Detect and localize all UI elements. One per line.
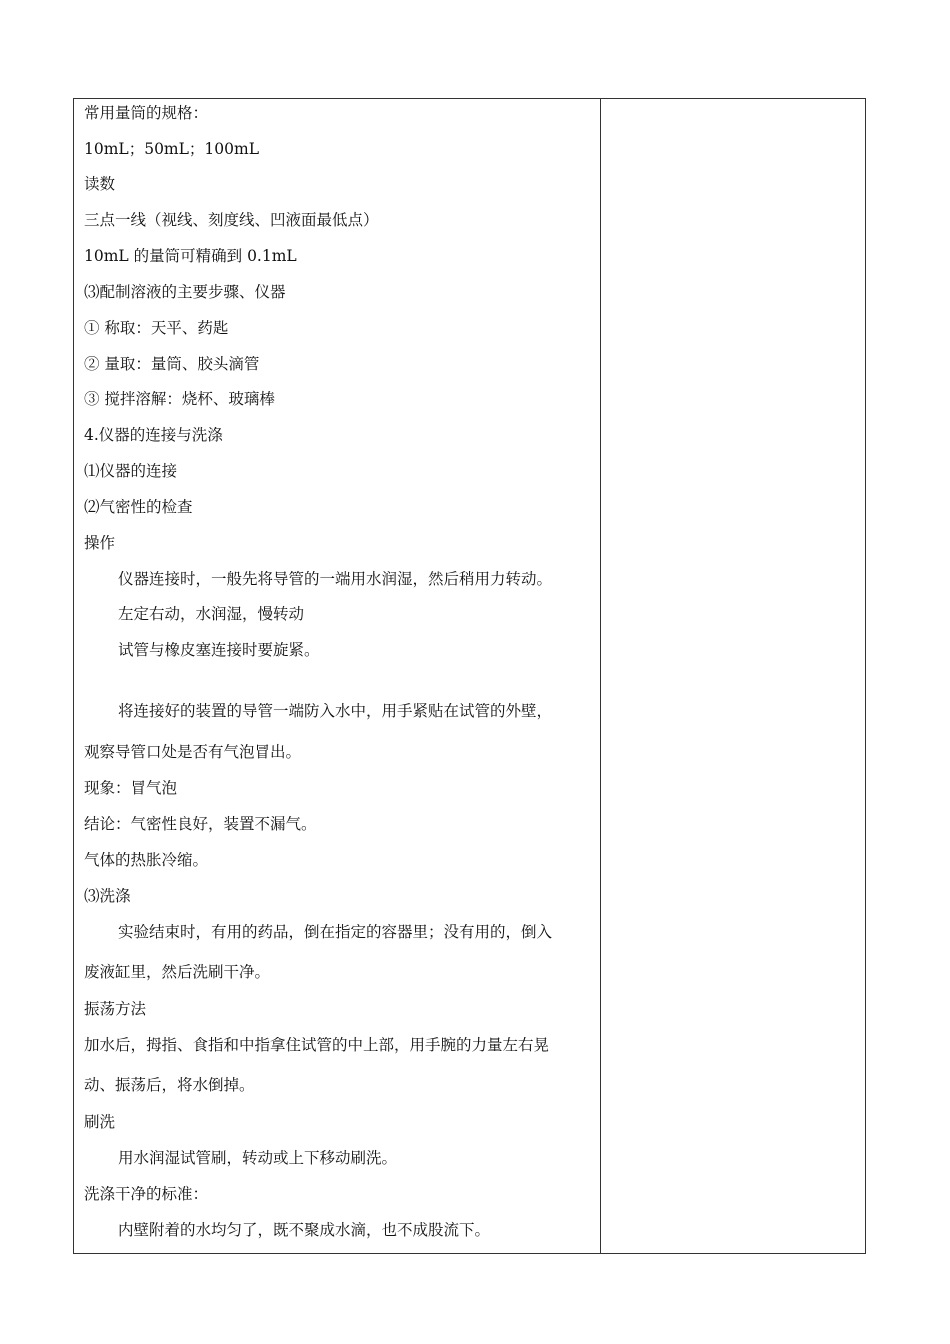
text-line: 实验结束时，有用的药品，倒在指定的容器里；没有用的，倒入 — [118, 923, 553, 941]
text-line: ② 量取：量筒、胶头滴管 — [84, 355, 260, 373]
text-line: 读数 — [84, 175, 116, 193]
text-line: 仪器连接时，一般先将导管的一端用水润湿，然后稍用力转动。 — [118, 570, 553, 588]
text-line: 10mL；50mL；100mL — [84, 140, 260, 158]
text-line: 左定右动，水润湿，慢转动 — [118, 605, 305, 623]
text-line: ⑶洗涤 — [84, 887, 131, 905]
text-line: 10mL 的量筒可精确到 0.1mL — [84, 247, 297, 265]
text-line: 现象：冒气泡 — [84, 779, 178, 797]
text-line: ⑴仪器的连接 — [84, 462, 178, 480]
text-line: 将连接好的装置的导管一端防入水中，用手紧贴在试管的外壁， — [118, 702, 553, 720]
text-line: 废液缸里，然后洗刷干净。 — [84, 963, 271, 981]
text-line: ① 称取：天平、药匙 — [84, 319, 229, 337]
text-line: 试管与橡皮塞连接时要旋紧。 — [118, 641, 320, 659]
text-line: 动、振荡后，将水倒掉。 — [84, 1076, 255, 1094]
text-line: 加水后，拇指、食指和中指拿住试管的中上部，用手腕的力量左右晃 — [84, 1036, 550, 1054]
text-line: 常用量筒的规格： — [84, 104, 209, 122]
text-line: ⑶配制溶液的主要步骤、仪器 — [84, 283, 286, 301]
right-cell — [601, 99, 865, 1253]
text-line: ③ 搅拌溶解：烧杯、玻璃棒 — [84, 390, 275, 408]
text-line: 刷洗 — [84, 1113, 116, 1131]
text-line: 内壁附着的水均匀了，既不聚成水滴，也不成股流下。 — [118, 1221, 491, 1239]
text-line: 振荡方法 — [84, 1000, 147, 1018]
text-line: 结论：气密性良好，装置不漏气。 — [84, 815, 317, 833]
text-line: 洗涤干净的标准： — [84, 1185, 209, 1203]
text-line: 三点一线（视线、刻度线、凹液面最低点） — [84, 211, 379, 229]
text-line: 操作 — [84, 534, 116, 552]
text-line: 观察导管口处是否有气泡冒出。 — [84, 743, 302, 761]
text-line: 4.仪器的连接与洗涤 — [84, 426, 223, 444]
text-line: ⑵气密性的检查 — [84, 498, 193, 516]
content-table — [73, 98, 866, 1254]
left-cell — [74, 99, 600, 1253]
text-line: 气体的热胀冷缩。 — [84, 851, 209, 869]
text-line: 用水润湿试管刷，转动或上下移动刷洗。 — [118, 1149, 398, 1167]
